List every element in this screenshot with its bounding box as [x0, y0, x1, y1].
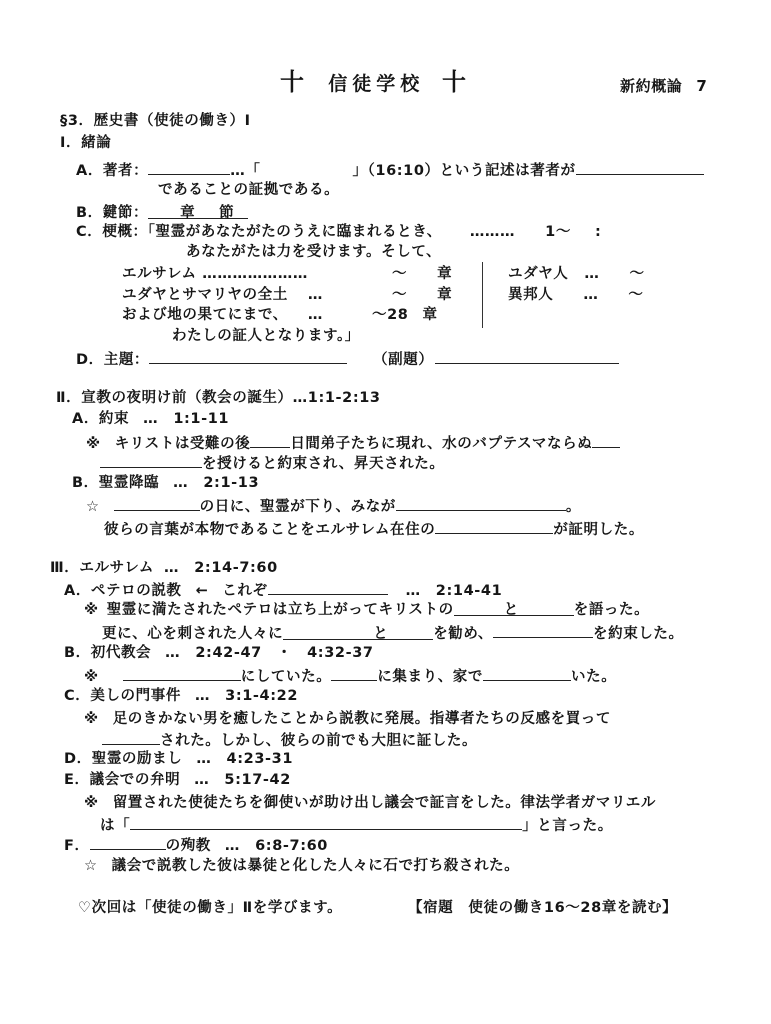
- blank: [102, 729, 160, 745]
- judea-line: ユダヤとサマリヤの全土 …: [122, 287, 323, 303]
- part2-b-label: B．聖霊降臨 … 2:1-13: [72, 475, 260, 491]
- cross-icon: 十: [441, 68, 467, 96]
- gentiles-line: 異邦人 … ～: [508, 287, 644, 303]
- page-number: 7: [696, 77, 708, 95]
- jews-line: ユダヤ人 … ～: [508, 266, 645, 282]
- blank: [149, 348, 347, 364]
- judea-range: ～ 章: [392, 287, 453, 303]
- blank: [483, 665, 571, 681]
- blank: と: [454, 600, 574, 616]
- part1-c-line2: あなたがたは力を受けます。そして、: [186, 244, 442, 260]
- blank: 章 節: [148, 203, 248, 219]
- blank: [250, 432, 290, 448]
- part3-e-label: E．議会での弁明 … 5:17-42: [64, 772, 291, 788]
- part3-b-line: ※ にしていた。 に集まり、家で いた。: [84, 665, 616, 687]
- blank: [576, 159, 704, 175]
- homework-note: 【宿題 使徒の働き16～28章を読む】: [408, 900, 678, 916]
- blank: [396, 495, 566, 511]
- ends-line: および地の果てにまで、 …: [122, 307, 323, 323]
- part2-a-label: A．約束 … 1:1-11: [72, 411, 230, 427]
- part2-a-line1: ※ キリストは受難の後 日間弟子たちに現れ、水のバプテスマならぬ: [86, 432, 620, 454]
- section-title: §3．歴史書（使徒の働き）Ⅰ: [60, 113, 251, 129]
- jerusalem-range: ～ 章: [392, 266, 453, 282]
- part1-c-closing: わたしの証人となります。」: [172, 328, 360, 344]
- blank: [130, 814, 522, 830]
- part2-b-line2: 彼らの言葉が本物であることをエルサレム在住の が証明した。: [104, 518, 644, 540]
- blank: [592, 432, 620, 448]
- blank: [268, 579, 388, 595]
- blank: [123, 665, 241, 681]
- part3-a-line1: ※ 聖霊に満たされたペテロは立ち上がってキリストの と を語った。: [84, 602, 650, 618]
- blank: と: [283, 624, 433, 640]
- part3-f-line: ☆ 議会で説教した彼は暴徒と化した人々に石で打ち殺された。: [84, 858, 520, 874]
- part1-d-line: D．主題： （副題）: [76, 348, 619, 370]
- blank: [114, 495, 200, 511]
- part3-c-label: C．美しの門事件 … 3:1-4:22: [64, 688, 299, 704]
- part3-f-label: F． の殉教 … 6:8-7:60: [64, 834, 328, 856]
- blank: [100, 452, 202, 468]
- part3-heading: Ⅲ．エルサレム … 2:14-7:60: [50, 560, 278, 576]
- part3-b-label: B．初代教会 … 2:42-47 ・ 4:32-37: [64, 645, 374, 661]
- blank: [435, 518, 553, 534]
- school-title: 信徒学校: [328, 73, 425, 95]
- part1-a-line1: A．著者： …「 」（16:10）という記述は著者が: [76, 159, 704, 181]
- part3-a-line2: 更に、心を刺された人々に と を勧め、 を約束した。: [102, 622, 684, 644]
- part1-a-line2: であることの証拠である。: [158, 182, 340, 198]
- blank: [331, 665, 377, 681]
- part1-c-line1: C．梗概：「聖霊があなたがたのうえに臨まれるとき、 ……… 1～ :: [76, 224, 602, 240]
- next-lesson-note: ♡次回は「使徒の働き」Ⅱを学びます。: [78, 900, 343, 916]
- part3-d-label: D．聖霊の励まし … 4:23-31: [64, 751, 294, 767]
- blank: [435, 348, 619, 364]
- course-label: 新約概論 7: [620, 77, 708, 95]
- part1-heading: Ⅰ．緒論: [60, 135, 112, 151]
- blank: [493, 622, 593, 638]
- page-header: [280, 68, 467, 96]
- part3-e-line2: は「 」と言った。: [100, 814, 613, 836]
- part2-a-line2: を授けると約束され、昇天された。: [100, 452, 444, 474]
- part3-c-line2: された。しかし、彼らの前でも大胆に証した。: [102, 729, 477, 751]
- cross-icon: 十: [280, 68, 305, 96]
- jerusalem-line: エルサレム …………………: [122, 266, 308, 282]
- part2-b-line1: ☆ の日に、聖霊が下り、みなが 。: [86, 495, 581, 517]
- part3-a-label: A．ペテロの説教 ← これぞ … 2:14-41: [64, 579, 502, 601]
- part3-c-line1: ※ 足のきかない男を癒したことから説教に発展。指導者たちの反感を買って: [84, 711, 611, 727]
- part2-heading: Ⅱ．宣教の夜明け前（教会の誕生）…1:1-2:13: [56, 390, 381, 406]
- part3-e-line1: ※ 留置された使徒たちを御使いが助け出し議会で証言をした。律法学者ガマリエル: [84, 795, 657, 811]
- ends-range: ～28 章: [372, 307, 438, 323]
- divider: [482, 262, 483, 328]
- blank: [148, 159, 230, 175]
- blank: [90, 834, 166, 850]
- part1-b-line: B．鍵節： 章 節: [76, 203, 248, 223]
